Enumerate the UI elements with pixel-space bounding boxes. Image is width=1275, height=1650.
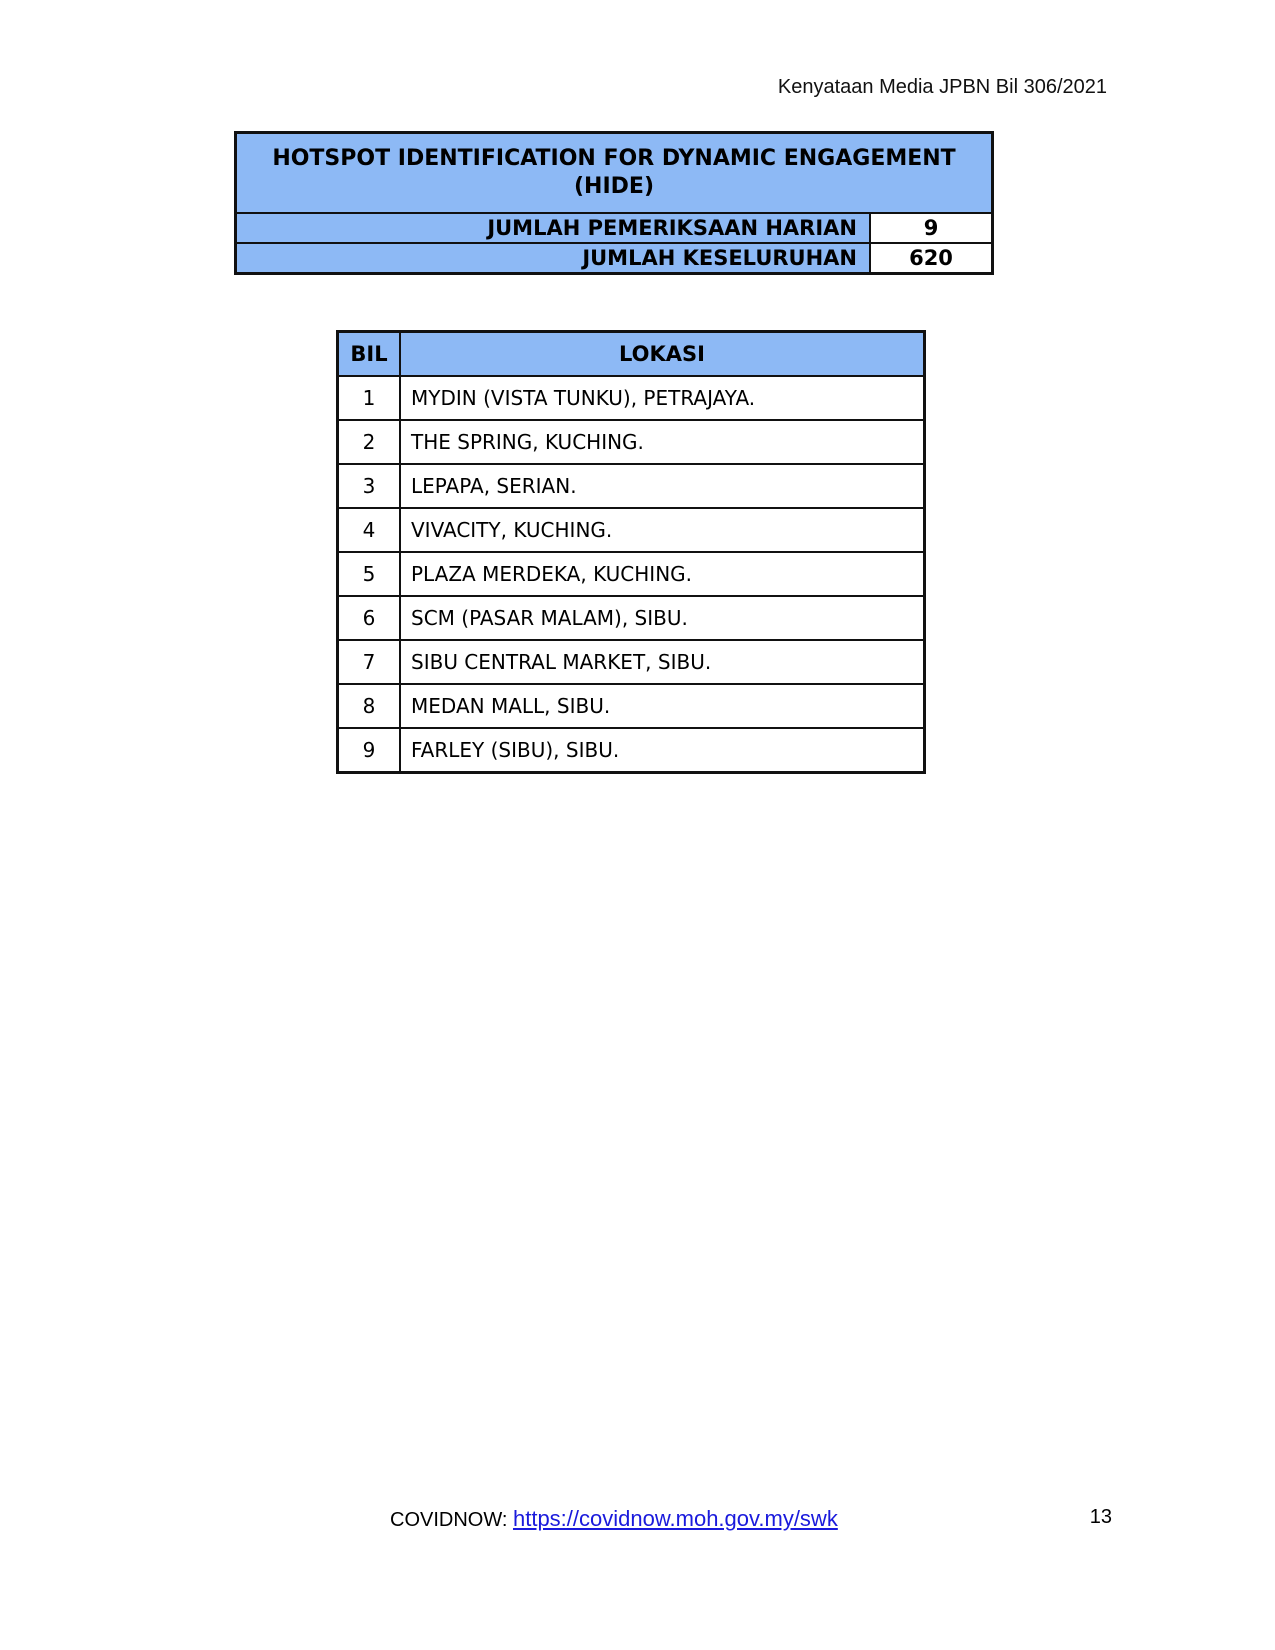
row-lokasi: LEPAPA, SERIAN. xyxy=(400,464,925,508)
column-header-bil: BIL xyxy=(338,332,401,377)
table-row xyxy=(338,508,925,552)
row-bil: 5 xyxy=(338,552,401,596)
summary-row-total xyxy=(236,243,993,274)
table-row xyxy=(338,728,925,773)
table-row xyxy=(338,464,925,508)
summary-title xyxy=(236,133,993,214)
row-lokasi: FARLEY (SIBU), SIBU. xyxy=(400,728,925,773)
row-lokasi: VIVACITY, KUCHING. xyxy=(400,508,925,552)
row-lokasi: SIBU CENTRAL MARKET, SIBU. xyxy=(400,640,925,684)
document-reference: Kenyataan Media JPBN Bil 306/2021 xyxy=(777,76,1107,98)
table-row xyxy=(338,376,925,420)
table-row xyxy=(338,596,925,640)
table-row xyxy=(338,684,925,728)
footer xyxy=(390,1506,838,1532)
summary-value-daily: 9 xyxy=(870,213,993,243)
page-number: 13 xyxy=(1089,1506,1112,1528)
summary-value-total: 620 xyxy=(870,243,993,274)
summary-title-line2: (HIDE) xyxy=(574,174,654,199)
row-bil: 8 xyxy=(338,684,401,728)
table-row xyxy=(338,420,925,464)
footer-label: COVIDNOW: xyxy=(390,1509,508,1531)
row-bil: 4 xyxy=(338,508,401,552)
row-bil: 1 xyxy=(338,376,401,420)
locations-header-row xyxy=(338,332,925,377)
summary-table xyxy=(234,131,994,275)
table-row xyxy=(338,640,925,684)
summary-row-daily xyxy=(236,213,993,243)
summary-title-row xyxy=(236,133,993,214)
row-bil: 3 xyxy=(338,464,401,508)
row-lokasi: SCM (PASAR MALAM), SIBU. xyxy=(400,596,925,640)
summary-label-daily: JUMLAH PEMERIKSAAN HARIAN xyxy=(236,213,871,243)
row-bil: 7 xyxy=(338,640,401,684)
table-row xyxy=(338,552,925,596)
summary-title-line1: HOTSPOT IDENTIFICATION FOR DYNAMIC ENGAGEMENT xyxy=(272,146,956,171)
covidnow-link[interactable]: https://covidnow.moh.gov.my/swk xyxy=(512,1506,838,1531)
row-bil: 2 xyxy=(338,420,401,464)
row-lokasi: MYDIN (VISTA TUNKU), PETRAJAYA. xyxy=(400,376,925,420)
summary-label-total: JUMLAH KESELURUHAN xyxy=(236,243,871,274)
row-lokasi: MEDAN MALL, SIBU. xyxy=(400,684,925,728)
row-bil: 9 xyxy=(338,728,401,773)
column-header-lokasi: LOKASI xyxy=(400,332,925,377)
row-lokasi: PLAZA MERDEKA, KUCHING. xyxy=(400,552,925,596)
row-bil: 6 xyxy=(338,596,401,640)
locations-table xyxy=(336,330,926,774)
row-lokasi: THE SPRING, KUCHING. xyxy=(400,420,925,464)
